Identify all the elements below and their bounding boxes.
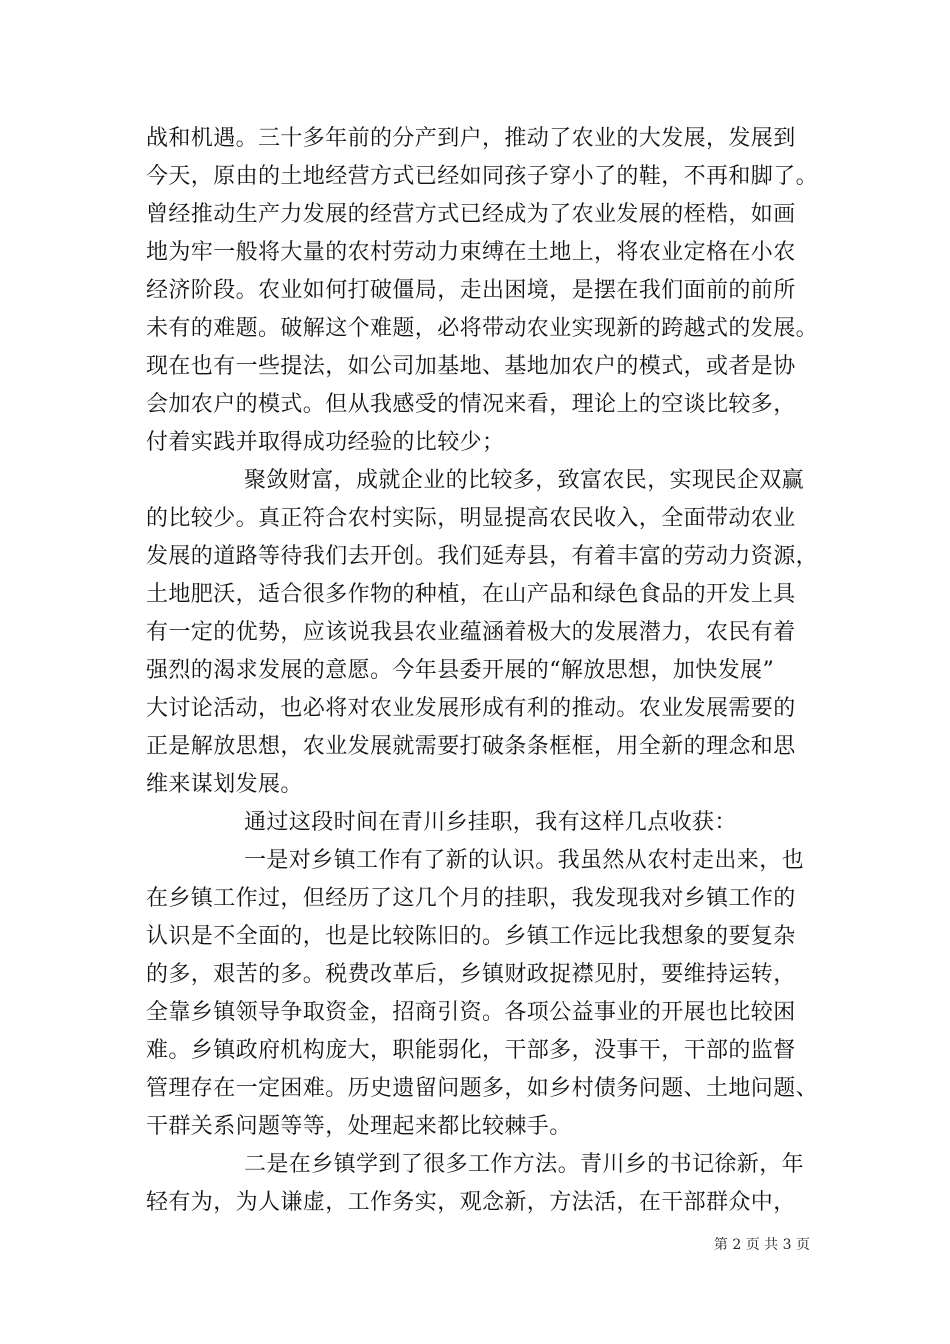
paragraph-first-line: 聚敛财富，成就企业的比较多，致富农民，实现民企双赢 [244, 468, 805, 493]
text-line: 大讨论活动，也必将对农业发展形成有利的推动。农业发展需要的 [146, 696, 796, 721]
text-line: 强烈的渴求发展的意愿。今年县委开展的“解放思想，加快发展” [146, 658, 775, 683]
text-line: 认识是不全面的，也是比较陈旧的。乡镇工作远比我想象的要复杂 [146, 924, 796, 949]
text-line: 未有的难题。破解这个难题，必将带动农业实现新的跨越式的发展。 [146, 316, 819, 341]
text-line: 全靠乡镇领导争取资金，招商引资。各项公益事业的开展也比较困 [146, 1000, 796, 1025]
text-line: 地为牢一般将大量的农村劳动力束缚在土地上，将农业定格在小农 [146, 240, 796, 265]
text-line: 经济阶段。农业如何打破僵局，走出困境，是摆在我们面前的前所 [146, 278, 796, 303]
text-line: 土地肥沃，适合很多作物的种植，在山产品和绿色食品的开发上具 [146, 582, 796, 607]
page-number-footer: 第 2 页 共 3 页 [713, 1237, 810, 1253]
text-line: 今天，原由的土地经营方式已经如同孩子穿小了的鞋，不再和脚了。 [146, 164, 819, 189]
paragraph-first-line: 通过这段时间在青川乡挂职，我有这样几点收获： [244, 810, 737, 835]
text-line: 管理存在一定困难。历史遗留问题多，如乡村债务问题、土地问题、 [146, 1076, 819, 1101]
text-line: 干群关系问题等等，处理起来都比较棘手。 [146, 1114, 572, 1139]
text-line: 轻有为，为人谦虚，工作务实，观念新，方法活，在干部群众中， [146, 1190, 796, 1215]
text-line: 发展的道路等待我们去开创。我们延寿县，有着丰富的劳动力资源， [146, 544, 819, 569]
text-line: 曾经推动生产力发展的经营方式已经成为了农业发展的桎梏，如画 [146, 202, 796, 227]
text-line: 在乡镇工作过，但经历了这几个月的挂职，我发现我对乡镇工作的 [146, 886, 796, 911]
text-line: 难。乡镇政府机构庞大，职能弱化，干部多，没事干，干部的监督 [146, 1038, 796, 1063]
text-line: 维来谋划发展。 [146, 772, 303, 797]
text-line: 的多，艰苦的多。税费改革后，乡镇财政捉襟见肘，要维持运转， [146, 962, 796, 987]
text-line: 正是解放思想，农业发展就需要打破条条框框，用全新的理念和思 [146, 734, 796, 759]
paragraph-first-line: 一是对乡镇工作有了新的认识。我虽然从农村走出来，也 [244, 848, 805, 873]
text-line: 会加农户的模式。但从我感受的情况来看，理论上的空谈比较多， [146, 392, 796, 417]
text-line: 的比较少。真正符合农村实际，明显提高农民收入，全面带动农业 [146, 506, 796, 531]
text-line: 现在也有一些提法，如公司加基地、基地加农户的模式，或者是协 [146, 354, 796, 379]
paragraph-first-line: 二是在乡镇学到了很多工作方法。青川乡的书记徐新，年 [244, 1152, 805, 1177]
text-line: 战和机遇。三十多年前的分产到户，推动了农业的大发展，发展到 [146, 126, 796, 151]
text-line: 有一定的优势，应该说我县农业蕴涵着极大的发展潜力，农民有着 [146, 620, 796, 645]
text-line: 付着实践并取得成功经验的比较少； [146, 430, 505, 455]
